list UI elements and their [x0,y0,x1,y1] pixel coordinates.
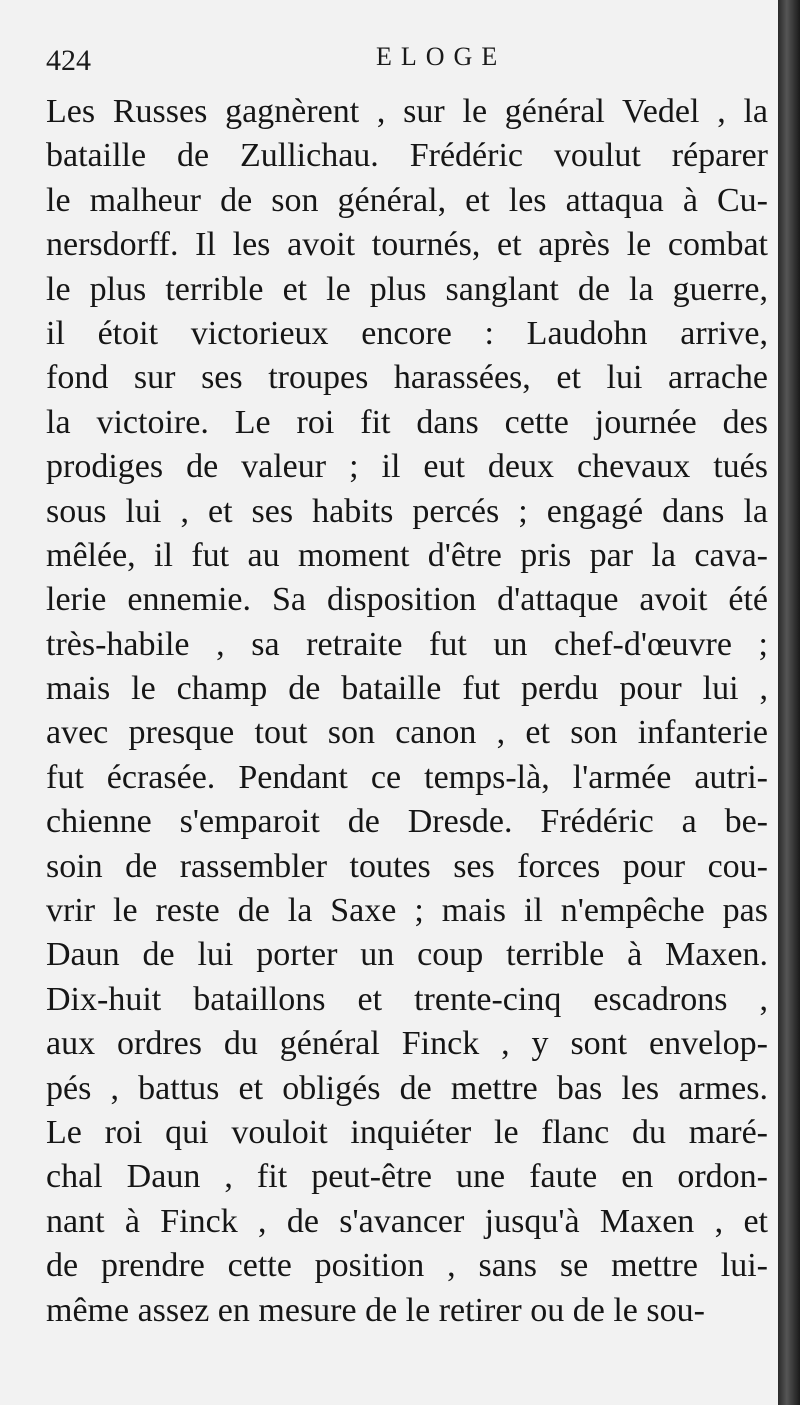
text-line: Daun de lui porter un coup terrible à Maxen. [46,936,768,974]
text-line: fond sur ses troupes harassées, et lui arrache [46,359,768,397]
text-line: il étoit victorieux encore : Laudohn arrive, [46,314,768,352]
text-line: vrir le reste de la Saxe ; mais il n'empêche pas [46,892,768,930]
text-line: bataille de Zullichau. Frédéric voulut réparer [46,137,768,175]
text-line: Les Russes gagnèrent , sur le général Vedel , la [46,93,768,130]
text-line: Le roi qui vouloit inquiéter le flanc du maré- [46,1113,768,1151]
text-line: nant à Finck , de s'avancer jusqu'à Maxen , et [46,1202,768,1240]
text-line: chienne s'emparoit de Dresde. Frédéric a be- [46,803,768,841]
text-line: Dix-huit bataillons et trente-cinq escadrons , [46,980,768,1018]
text-line: même assez en mesure de le retirer ou de le sou- [46,1291,705,1329]
page-number: 424 [46,44,91,77]
text-line: la victoire. Le roi fit dans cette journée des [46,403,768,441]
text-line: avec presque tout son canon , et son infanterie [46,714,768,752]
running-head: ELOGE [376,42,507,71]
text-line: nersdorff. Il les avoit tournés, et après le combat [46,226,768,264]
text-line: sous lui , et ses habits percés ; engagé dans la [46,492,768,530]
text-line: mêlée, il fut au moment d'être pris par la cava- [46,536,768,574]
text-line: très-habile , sa retraite fut un chef-d'œuvre ; [46,625,768,663]
text-line: de prendre cette position , sans se mettre lui- [46,1247,768,1285]
text-line: mais le champ de bataille fut perdu pour lui , [46,670,768,708]
text-line: aux ordres du général Finck , y sont envelop- [46,1025,768,1063]
text-line: soin de rassembler toutes ses forces pour cou- [46,847,768,885]
page-edge-shadow [778,0,800,1405]
page-header [46,42,766,82]
text-line: fut écrasée. Pendant ce temps-là, l'armée autri- [46,758,768,796]
text-line: le plus terrible et le plus sanglant de la guerre, [46,270,768,308]
text-line: prodiges de valeur ; il eut deux chevaux tués [46,448,768,486]
text-line: pés , battus et obligés de mettre bas les armes. [46,1069,768,1107]
text-line: le malheur de son général, et les attaqua à Cu- [46,181,768,219]
text-line: lerie ennemie. Sa disposition d'attaque avoit été [46,581,768,619]
text-line: chal Daun , fit peut-être une faute en ordon- [46,1158,768,1196]
body-text [46,90,768,1333]
